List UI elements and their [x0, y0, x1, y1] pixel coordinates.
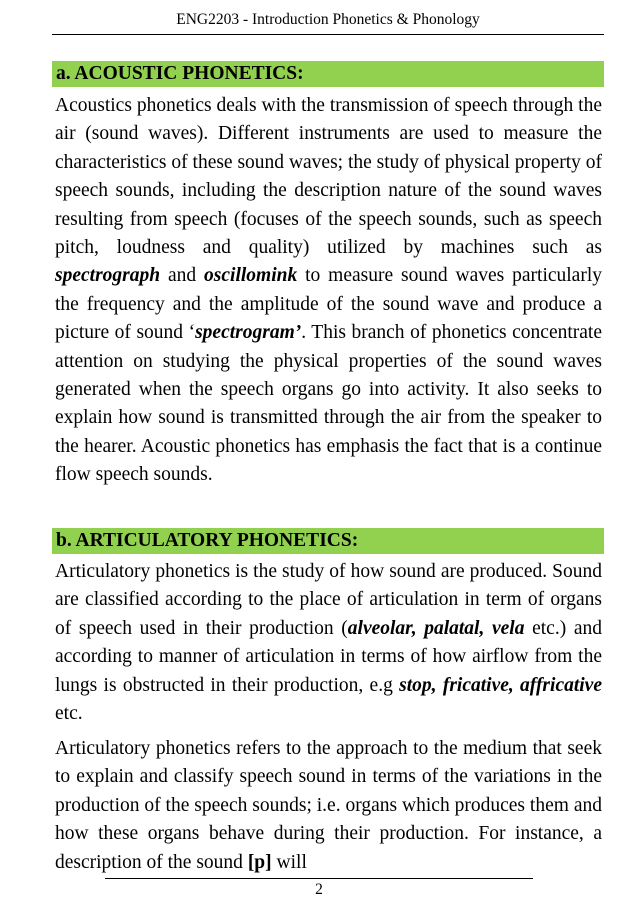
text-run: and [160, 265, 205, 287]
text-run: etc. [55, 703, 83, 725]
term-spectrogram: spectrogram’ [195, 322, 302, 344]
text-run: . This branch of phonetics concentrate attention on studying the physical properties of the sound waves generated when the speech organs go into activity. It also seeks to explain how sound is transmitted through the air from the speaker to the hearer. Acoustic phonetics has emphasis the fact that is a continue flow speech sounds. [55, 322, 602, 486]
phonetic-symbol-p: [p] [247, 851, 272, 873]
section-heading-articulatory: b. ARTICULATORY PHONETICS: [52, 528, 604, 554]
term-oscillomink: oscillomink [204, 265, 298, 287]
term-manners-of-articulation: stop, fricative, affricative [399, 674, 602, 696]
text-run: will [271, 851, 307, 873]
running-header: ENG2203 - Introduction Phonetics & Phonology [176, 11, 480, 28]
paragraph-articulatory-phonetics-2 [55, 735, 602, 877]
footer-rule [105, 878, 533, 879]
term-places-of-articulation: alveolar, palatal, vela [347, 617, 525, 639]
paragraph-articulatory-phonetics-1 [55, 558, 602, 728]
paragraph-acoustic-phonetics [55, 92, 602, 490]
text-run: etc.) and according to manner of articulation in terms of how airflow from the lungs is obstructed in their production, e.g [55, 617, 603, 696]
header-rule [52, 34, 604, 35]
text-run: Acoustics phonetics deals with the transmission of speech through the air (sound waves). Different instruments are used to measure the characteristics of these sound waves; the study of physical property of speech sounds, including the description nature of the sound waves resulting from speech (focuses of the speech sounds, such as speech pitch, loudness and quality) utilized by machines such as [55, 95, 602, 259]
text-run: Articulatory phonetics refers to the approach to the medium that seek to explain and classify speech sound in terms of the variations in the production of the speech sounds; i.e. organs which produces them and how these organs behave during their production. For instance, a description of the sound [55, 738, 602, 873]
term-spectrograph: spectrograph [55, 265, 161, 287]
text-run: to measure sound waves particularly the frequency and the amplitude of the sound wave and produce a picture of sound ‘ [55, 265, 602, 344]
page-number: 2 [315, 881, 323, 898]
section-heading-acoustic: a. ACOUSTIC PHONETICS: [52, 61, 604, 87]
text-run: Articulatory phonetics is the study of how sound are produced. Sound are classified according to the place of articulation in term of organs of speech used in their production ( [55, 561, 602, 639]
